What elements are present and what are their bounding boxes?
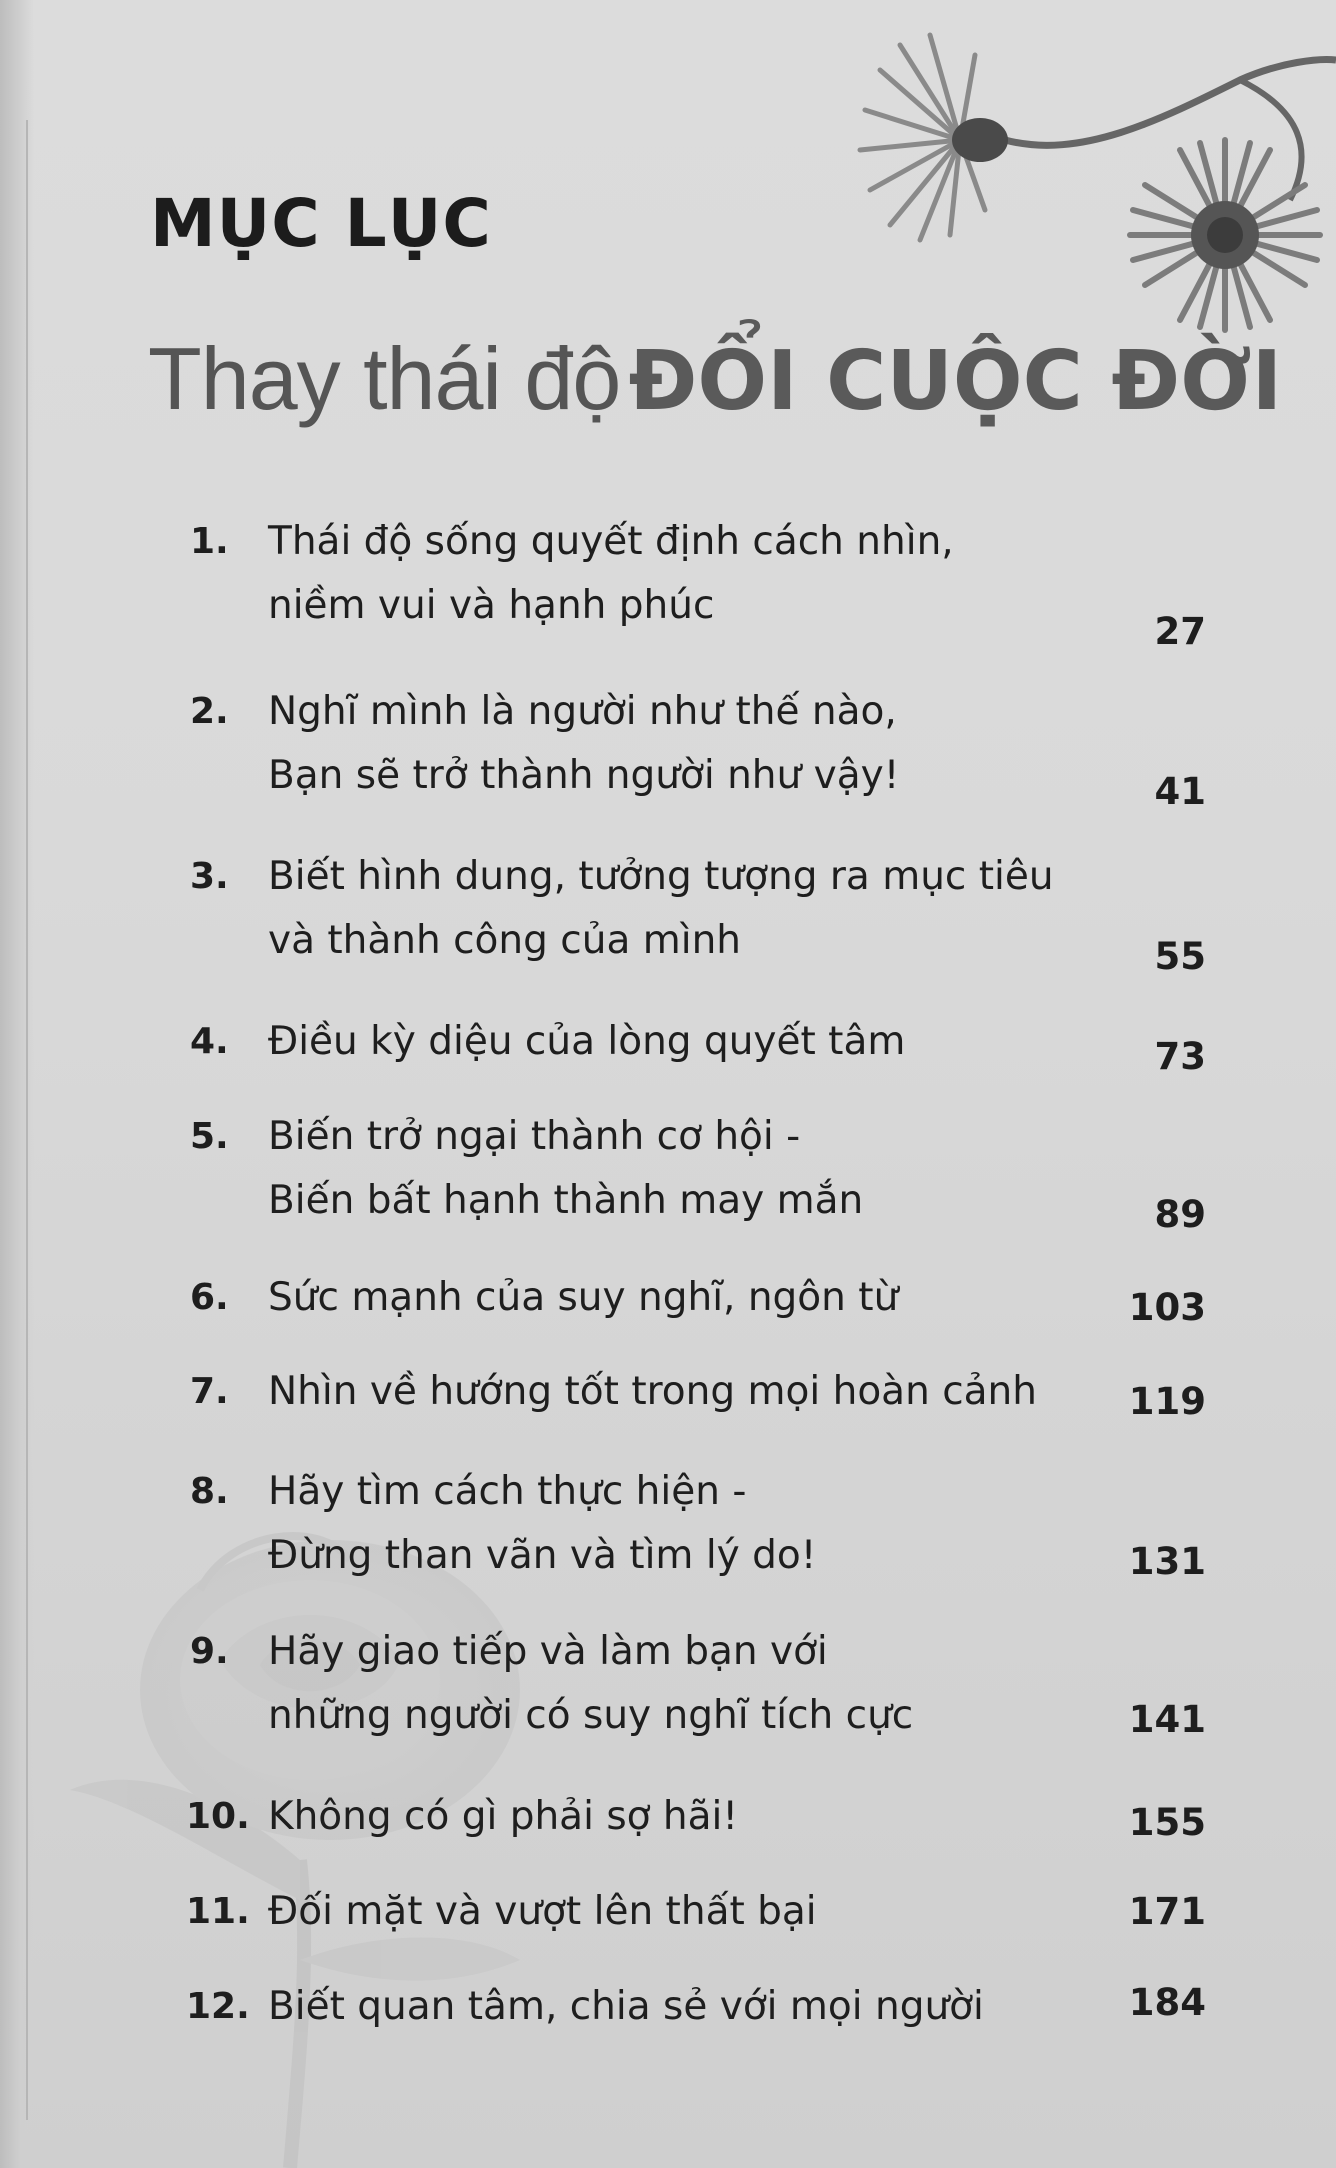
toc-number: 7. (190, 1371, 229, 1412)
toc-title (268, 1620, 1088, 1748)
toc-page-number: 131 (1128, 1540, 1206, 1583)
toc-number: 6. (190, 1277, 229, 1318)
toc-number: 1. (190, 521, 229, 562)
toc-title-line: Hãy giao tiếp và làm bạn với (268, 1629, 828, 1674)
toc-number: 12. (186, 1986, 250, 2027)
toc-page-number: 155 (1128, 1801, 1206, 1844)
toc-title (268, 510, 1088, 638)
toc-page-number: 27 (1154, 610, 1206, 653)
toc-heading: MỤC LỤC (150, 185, 492, 262)
toc-title-line: Thái độ sống quyết định cách nhìn, (268, 519, 954, 564)
toc-title (268, 1785, 1088, 1849)
toc-number: 8. (190, 1471, 229, 1512)
toc-number: 5. (190, 1116, 229, 1157)
toc-title-line: Nhìn về hướng tốt trong mọi hoàn cảnh (268, 1369, 1037, 1414)
toc-page-number: 55 (1154, 935, 1206, 978)
book-title-bold: ĐỔI CUỘC ĐỜI (628, 334, 1283, 429)
toc-title-line: Đối mặt và vượt lên thất bại (268, 1889, 817, 1934)
toc-title-line: Hãy tìm cách thực hiện - (268, 1469, 747, 1514)
toc-title-line: Biến trở ngại thành cơ hội - (268, 1114, 801, 1159)
toc-page-number: 103 (1128, 1286, 1206, 1329)
toc-title-line: niềm vui và hạnh phúc (268, 583, 715, 628)
toc-title-line: Điều kỳ diệu của lòng quyết tâm (268, 1019, 906, 1064)
toc-title (268, 1360, 1088, 1424)
toc-title-line: Biết quan tâm, chia sẻ với mọi người (268, 1984, 984, 2029)
toc-page-number: 171 (1128, 1890, 1206, 1933)
toc-title-line: những người có suy nghĩ tích cực (268, 1693, 914, 1738)
toc-title-line: Biến bất hạnh thành may mắn (268, 1178, 864, 1223)
toc-title-line: Bạn sẽ trở thành người như vậy! (268, 753, 900, 798)
toc-title (268, 1010, 1088, 1074)
toc-title-line: Sức mạnh của suy nghĩ, ngôn từ (268, 1275, 899, 1320)
toc-title-line: Biết hình dung, tưởng tượng ra mục tiêu (268, 854, 1054, 899)
toc-number: 9. (190, 1631, 229, 1672)
toc-title-line: và thành công của mình (268, 918, 742, 963)
toc-page-number: 119 (1128, 1380, 1206, 1423)
toc-title (268, 1460, 1088, 1588)
toc-number: 11. (186, 1891, 250, 1932)
toc-title (268, 845, 1088, 973)
toc-page-number: 141 (1128, 1698, 1206, 1741)
toc-page-number: 73 (1154, 1035, 1206, 1078)
book-title-light: Thay thái độ (148, 329, 621, 428)
toc-number: 10. (186, 1796, 250, 1837)
toc-title (268, 1880, 1088, 1944)
toc-page-number: 41 (1154, 770, 1206, 813)
toc-title-line: Nghĩ mình là người như thế nào, (268, 689, 897, 734)
toc-page-number: 184 (1128, 1981, 1206, 2024)
toc-title-line: Không có gì phải sợ hãi! (268, 1794, 738, 1839)
toc-title-line: Đừng than vãn và tìm lý do! (268, 1533, 817, 1578)
toc-title (268, 1105, 1088, 1233)
toc-page-number: 89 (1154, 1193, 1206, 1236)
toc-number: 4. (190, 1021, 229, 1062)
toc-number: 3. (190, 856, 229, 897)
toc-number: 2. (190, 691, 229, 732)
toc-title (268, 1975, 1088, 2039)
toc-title (268, 1266, 1088, 1330)
toc-title (268, 680, 1088, 808)
